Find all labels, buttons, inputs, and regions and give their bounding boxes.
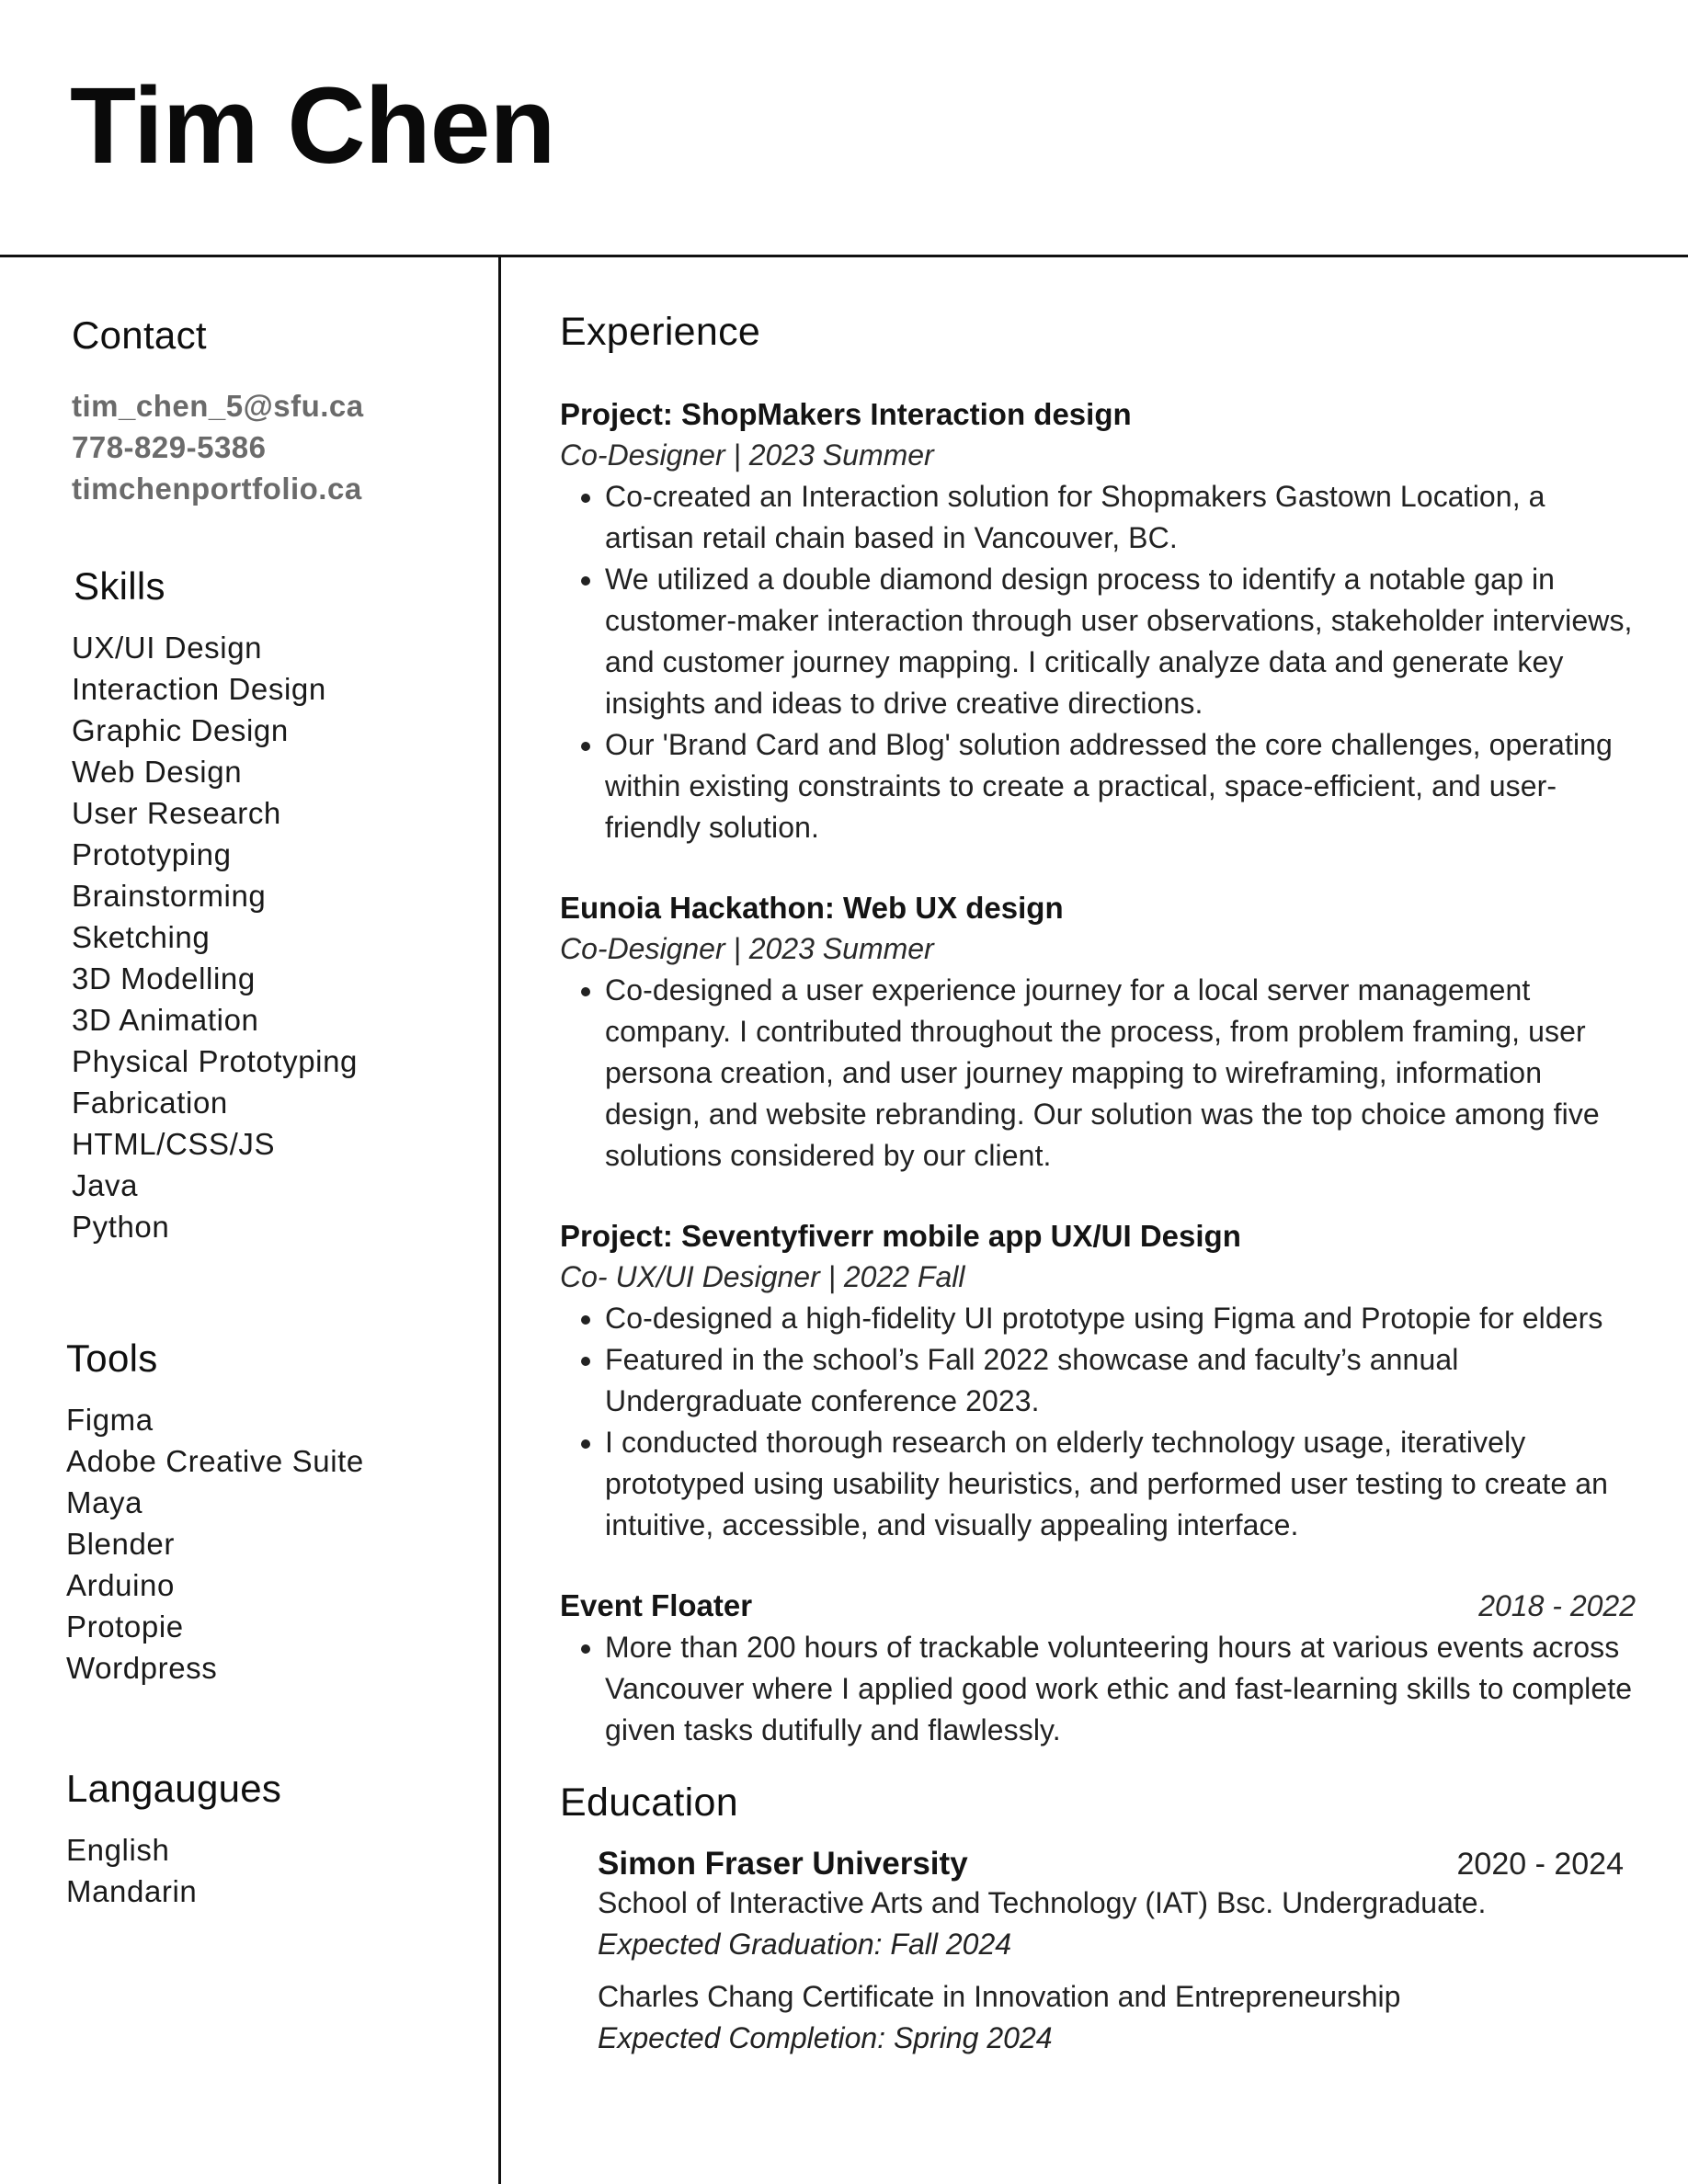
entry-title: Project: Seventyfiverr mobile app UX/UI Design [560, 1219, 1241, 1253]
skill-item: Fabrication [72, 1086, 228, 1120]
education-completion: Expected Completion: Spring 2024 [598, 2021, 1053, 2054]
entry-bullet: • We utilized a double diamond design process to identify a notable gap in customer-maker interaction through user observations, stakeholder interviews, and customer journey mapping. I critically analyze data and generate key insights and ideas to drive creative directions. [605, 559, 1636, 724]
skill-item: Prototyping [72, 837, 232, 871]
language-item: Mandarin [66, 1874, 198, 1908]
contact-website: timchenportfolio.ca [72, 472, 362, 506]
skill-item: UX/UI Design [72, 631, 263, 665]
education-graduation: Expected Graduation: Fall 2024 [598, 1928, 1012, 1961]
language-item: English [66, 1833, 170, 1867]
entry-title: Eunoia Hackathon: Web UX design [560, 891, 1064, 925]
tool-item: Arduino [66, 1568, 175, 1602]
resume-name: Tim Chen [70, 65, 555, 187]
entry-bullet: • Co-designed a high-fidelity UI prototype using Figma and Protopie for elders [605, 1298, 1636, 1339]
education-entry [598, 1846, 1624, 2059]
skill-item: Brainstorming [72, 879, 267, 913]
skill-item: HTML/CSS/JS [72, 1127, 276, 1161]
tool-item: Figma [66, 1403, 154, 1437]
skill-item: Graphic Design [72, 713, 289, 747]
main-column [560, 310, 1636, 2059]
entry-bullet: • Co-designed a user experience journey for a local server management company. I contributed throughout the process, from problem framing, user persona creation, and user journey mapping to wireframing, information design, and website rebranding. Our solution was the top choice among five solutions considered by our client. [605, 970, 1636, 1177]
contact-email: tim_chen_5@sfu.ca [72, 389, 364, 423]
contact-section [72, 313, 364, 509]
header-divider [0, 255, 1688, 257]
tool-item: Wordpress [66, 1651, 218, 1685]
experience-entry [560, 1585, 1636, 1751]
skills-heading: Skills [74, 564, 165, 608]
skills-section [74, 564, 358, 1247]
entry-role: Co- UX/UI Designer | 2022 Fall [560, 1260, 965, 1293]
entry-role: Co-Designer | 2023 Summer [560, 932, 934, 965]
tools-heading: Tools [66, 1337, 158, 1380]
languages-heading: Langaugues [66, 1767, 282, 1810]
tools-section [66, 1337, 364, 1689]
entry-bullet: • More than 200 hours of trackable volunteering hours at various events across Vancouver where I applied good work ethic and fast-learning skills to complete given tasks dutifully and flawlessly. [605, 1627, 1636, 1751]
tool-item: Blender [66, 1527, 175, 1561]
entry-bullet: • I conducted thorough research on elderly technology usage, iteratively prototyped using usability heuristics, and performed user testing to create an intuitive, accessible, and visually appealing interface. [605, 1422, 1636, 1546]
languages-section [66, 1767, 281, 1912]
skill-item: Web Design [72, 755, 243, 789]
entry-bullet: • Featured in the school’s Fall 2022 showcase and faculty’s annual Undergraduate conference 2023. [605, 1339, 1636, 1422]
skill-item: Sketching [72, 920, 211, 954]
contact-heading: Contact [72, 313, 207, 357]
experience-entry [560, 1215, 1636, 1546]
skill-item: Interaction Design [72, 672, 326, 706]
tool-item: Adobe Creative Suite [66, 1444, 364, 1478]
entry-bullet: • Our 'Brand Card and Blog' solution addressed the core challenges, operating within existing constraints to create a practical, space-efficient, and user-friendly solution. [605, 724, 1636, 848]
education-program: School of Interactive Arts and Technology (IAT) Bsc. Undergraduate. [598, 1886, 1487, 1919]
entry-title: Project: ShopMakers Interaction design [560, 397, 1132, 431]
entry-date: 2018 - 2022 [1478, 1589, 1636, 1622]
skill-item: Physical Prototyping [72, 1044, 358, 1078]
skill-item: Python [72, 1210, 170, 1244]
education-heading: Education [560, 1780, 738, 1825]
education-certificate: Charles Chang Certificate in Innovation and Entrepreneurship [598, 1980, 1401, 2013]
education-school: Simon Fraser University [598, 1846, 968, 1882]
contact-phone: 778-829-5386 [72, 430, 267, 464]
column-divider [498, 256, 501, 2184]
experience-entry [560, 393, 1636, 848]
skill-item: Java [72, 1168, 139, 1202]
skill-item: User Research [72, 796, 281, 830]
entry-bullet: • Co-created an Interaction solution for Shopmakers Gastown Location, a artisan retail chain based in Vancouver, BC. [605, 476, 1636, 559]
entry-title: Event Floater [560, 1588, 753, 1622]
experience-heading: Experience [560, 310, 761, 354]
tool-item: Maya [66, 1485, 143, 1519]
entry-role: Co-Designer | 2023 Summer [560, 438, 934, 472]
skill-item: 3D Animation [72, 1003, 259, 1037]
experience-entry [560, 887, 1636, 1177]
tool-item: Protopie [66, 1610, 184, 1644]
skill-item: 3D Modelling [72, 961, 256, 995]
education-years: 2020 - 2024 [1456, 1847, 1624, 1882]
